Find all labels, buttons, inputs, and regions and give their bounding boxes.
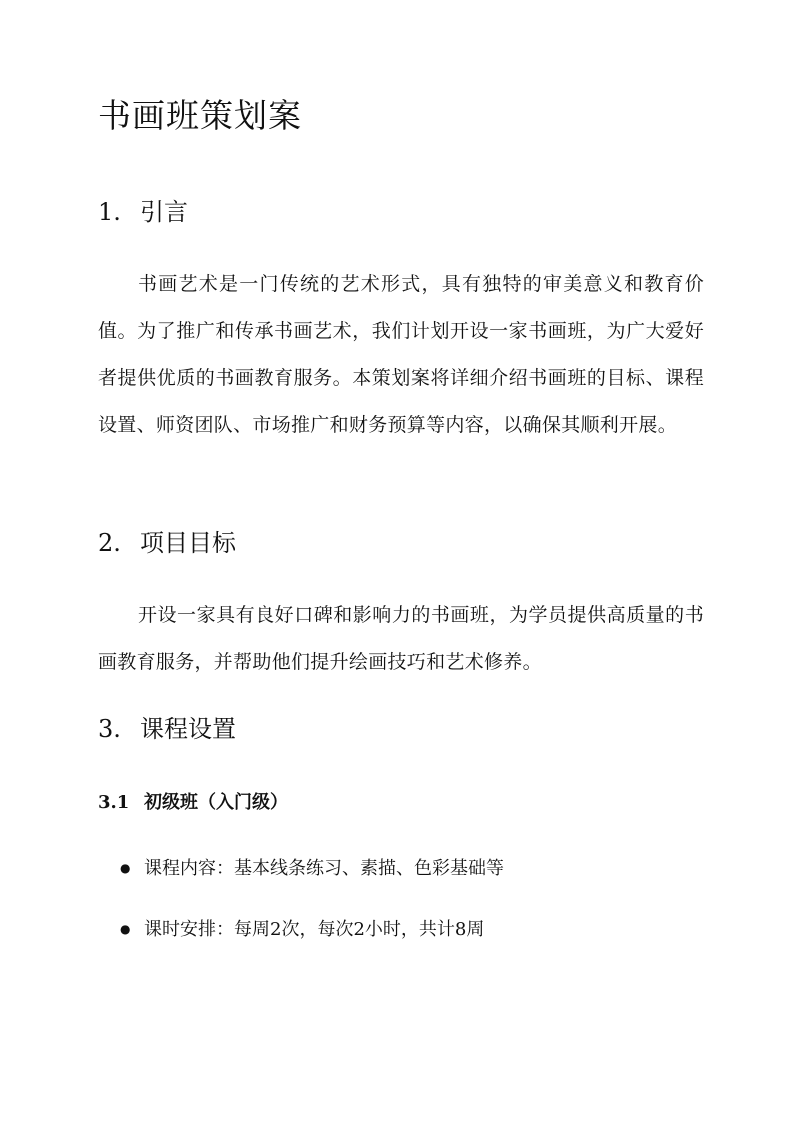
bullet-icon: ●: [120, 922, 131, 936]
section-2-paragraph: 开设一家具有良好口碑和影响力的书画班，为学员提供高质量的书画教育服务，并帮助他们提升绘画技巧和艺术修养。: [98, 604, 704, 673]
section-title: 引言: [140, 198, 188, 226]
list-item-text: 课程内容：基本线条练习、素描、色彩基础等: [144, 858, 504, 879]
section-1-paragraph: 书画艺术是一门传统的艺术形式，具有独特的审美意义和教育价值。为了推广和传承书画艺术，我们计划开设一家书画班，为广大爱好者提供优质的书画教育服务。本策划案将详细介绍书画班的目标、课程设置、师资团队、市场推广和财务预算等内容，以确保其顺利开展。: [98, 273, 704, 436]
subsection-number: 3.1: [98, 792, 130, 813]
section-title: 项目目标: [140, 529, 236, 557]
section-2-heading: [98, 527, 236, 559]
document-title: 书画班策划案: [98, 96, 302, 135]
section-1-heading: [98, 196, 188, 228]
list-item: [120, 855, 504, 882]
subsection-title: 初级班（入门级）: [144, 792, 288, 813]
bullet-icon: ●: [120, 861, 131, 875]
section-3-heading: [98, 713, 236, 745]
section-number: 3.: [98, 715, 121, 743]
section-number: 1.: [98, 198, 121, 226]
section-number: 2.: [98, 529, 121, 557]
section-title: 课程设置: [140, 715, 236, 743]
list-item-text: 课时安排：每周2次，每次2小时，共计8周: [144, 919, 485, 940]
list-item: [120, 916, 484, 943]
subsection-3-1-heading: [98, 790, 288, 816]
